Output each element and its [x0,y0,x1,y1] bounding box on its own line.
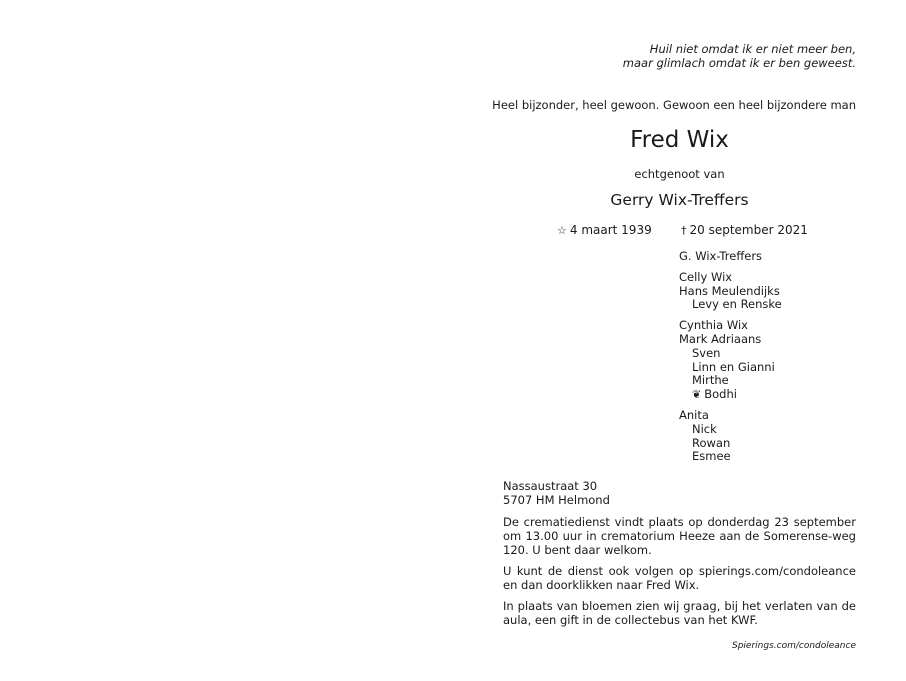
death-date-text: 20 september 2021 [689,223,808,237]
family-group-2 [679,319,782,402]
family-child: Sven [692,345,721,360]
family-member: Hans Meulendijks [679,283,780,298]
family-member: Mark Adriaans [679,331,762,346]
deceased-name: Fred Wix [630,127,729,153]
family-child: Nick [692,421,717,436]
family-group-3 [679,409,782,464]
family-child: Rowan [692,435,731,450]
quote [623,42,856,70]
spouse-name: Gerry Wix-Treffers [610,191,749,209]
death-date [681,223,808,237]
quote-line-2: maar glimlach omdat ik er ben geweest. [622,56,856,70]
family-child: Mirthe [692,373,729,388]
family-group-1 [679,271,782,312]
birth-date-text: 4 maart 1939 [569,223,652,237]
address-street: Nassaustraat 30 [503,479,598,493]
family-spouse: G. Wix-Treffers [679,249,763,263]
star-icon: ☆ [557,224,567,237]
spouse-label: echtgenoot van [634,167,725,181]
family-child: Levy en Renske [692,297,782,312]
cross-icon: † [681,224,687,237]
heart-flower-icon: ❦ [692,388,702,402]
address-city: 5707 HM Helmond [503,493,610,507]
family-list [679,250,782,471]
service-paragraph: De crematiedienst vindt plaats op donderdag 23 september om 13.00 uur in crematorium Heeze aan de Somerense-weg 120. U bent daar welkom. [503,515,856,557]
birth-date [557,223,652,237]
online-paragraph: U kunt de dienst ook volgen op spierings.com/condoleance en dan doorklikken naar Fred Wix. [503,564,856,592]
family-member: Anita [679,407,709,422]
family-child-special [679,388,782,402]
quote-line-1: Huil niet omdat ik er niet meer ben, [649,42,856,56]
family-child-name: Bodhi [704,387,737,402]
family-member: Celly Wix [679,269,733,284]
intro-text: Heel bijzonder, heel gewoon. Gewoon een heel bijzondere man [492,98,856,112]
footer-url: Spierings.com/condoleance [731,641,856,651]
family-child: Esmee [692,449,731,464]
flowers-paragraph: In plaats van bloemen zien wij graag, bij het verlaten van de aula, een gift in de collectebus van het KWF. [503,599,856,627]
family-member: Cynthia Wix [679,318,748,333]
family-child: Linn en Gianni [692,359,775,374]
address [503,479,610,507]
